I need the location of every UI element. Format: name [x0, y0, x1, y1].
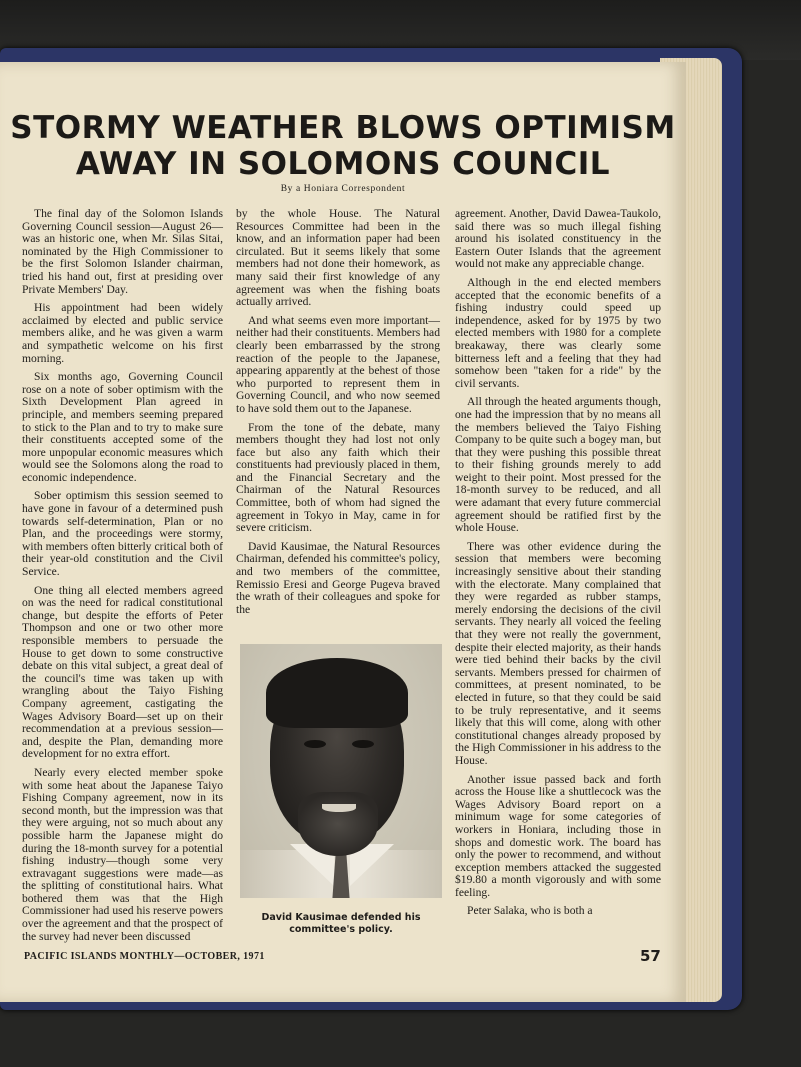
photo-caption: David Kausimae defended his committee's policy.: [261, 912, 421, 935]
magazine-page: [0, 62, 686, 1002]
paragraph: From the tone of the debate, many members thought they had lost not only face but also any faith which their constituents had previously placed in them, and the Financial Secretary and the Chairman of the Natural Resources Committee, both of whom had signed the agreement in Tokyo in May, came in for severe criticism.: [236, 420, 440, 535]
column-2: [236, 208, 440, 622]
headline: [0, 110, 686, 182]
headline-line-2: AWAY IN SOLOMONS COUNCIL: [75, 146, 611, 182]
portrait-photo: [240, 644, 442, 898]
paragraph: There was other evidence during the session that members were becoming increasingly sensitive about their standing with the electorate. Many complained that they were regarded as rubber stamps, merely endorsing the decisions of the civil servants. They nearly all voiced the feeling that they were not really the government, despite their elected majority, as their hands were tied behind their backs by the civil servants. Members pressed for chairmen of committees, at present nominated, to be elected in future, so that they could be said to be truly representative, and it seems likely that this will come, along with other constitutional changes already proposed by the High Commissioner in his address to the House.: [455, 539, 661, 767]
paragraph: And what seems even more important—neither had their constituents. Members had clearly been embarrassed by the strong reaction of the people to the Japanese, appearing apparently at the behest of those who purported to represent them in Governing Council, and who now seemed to have sold them out to the Japanese.: [236, 313, 440, 415]
column-1: [22, 208, 223, 949]
paragraph: Although in the end elected members accepted that the economic benefits of a fishing industry could speed up independence, asked for by 1975 by two elected members with 1980 for a complete breakaway, there was clearly some bitterness left and a feeling that they had somehow been "taken for a ride" by the civil servants.: [455, 275, 661, 390]
photo-beard: [298, 792, 378, 856]
paragraph: All through the heated arguments though, one had the impression that by no means all the members believed the Taiyo Fishing Company to be quite such a bogey man, but that they were pushing this possible threat to their fishing grounds merely to add weight to their point. Most pressed for the 18-month survey to be reduced, and all were adamant that every future commercial agreement should be ratified first by the whole House.: [455, 395, 661, 535]
paragraph: David Kausimae, the Natural Resources Chairman, defended his committee's policy, and two members of the committee, Remissio Eresi and George Pugeva braved the wrath of their colleagues and spoke for the: [236, 539, 440, 616]
paragraph: Sober optimism this session seemed to have gone in favour of a determined push towards self-determination, Plan or no Plan, and the proceedings were stormy, with members often bitterly critical both of their year-old constitution and the Civil Service.: [22, 489, 223, 579]
column-3: [455, 208, 661, 924]
photo-hair: [266, 658, 408, 728]
photo-eye-right: [352, 740, 374, 748]
paragraph: Six months ago, Governing Council rose on a note of sober optimism with the Sixth Development Plan agreed in principle, and members seeming prepared to stick to the Plan and to try to make sure their constituents accepted some of the more unpopular economic measures which would see the Solomons along the road to economic independence.: [22, 370, 223, 484]
footer-publication: PACIFIC ISLANDS MONTHLY—OCTOBER, 1971: [24, 951, 265, 962]
paragraph: Nearly every elected member spoke with some heat about the Japanese Taiyo Fishing Company agreement, now in its second month, but the impression was that they were arguing, not so much about any possible harm the Japanese might do during the 18-month survey for a potential fishing industry—though some very extravagant suggestions were made—as the splitting of constitutional hairs. What bothered them was that the High Commissioner had used his reserve powers over the agreement and that the prospect of the survey had never been discussed: [22, 765, 223, 943]
paragraph: Another issue passed back and forth across the House like a shuttlecock was the Wages Advisory Board report on a minimum wage for some categories of workers in Honiara, including those in shops and domestic work. The board has only the power to recommend, and without exception members attacked the suggested $19.80 a month vigorously and with some feeling.: [455, 772, 661, 899]
photo-eye-left: [304, 740, 326, 748]
headline-line-1: STORMY WEATHER BLOWS OPTIMISM: [10, 110, 676, 146]
paragraph: by the whole House. The Natural Resources Committee had been in the know, and an information paper had been circulated. But it seems likely that some members had not done their homework, as many said their first knowledge of any agreement was when the fishing boats actually arrived.: [236, 207, 440, 309]
paragraph: His appointment had been widely acclaimed by elected and public service members alike, and he was given a warm and sympathetic welcome on his first morning.: [22, 301, 223, 365]
photo-mouth: [322, 804, 356, 812]
paragraph: One thing all elected members agreed on was the need for radical constitutional change, but despite the efforts of Peter Thompson and one or two other more responsible members to persuade the House to get down to some constructive debate on this vital subject, a great deal of the council's time was taken up with wrangling about the Taiyo Fishing Company agreement, castigating the Wages Advisory Board—set up on their recommendation at a previous session—and, despite the Plan, demanding more development for no extra effort.: [22, 583, 223, 761]
paragraph: The final day of the Solomon Islands Governing Council session—August 26—was an historic one, when Mr. Silas Sitai, nominated by the High Commissioner to be the first Solomon Islander chairman, tried his hand out, first at presiding over Private Members' Day.: [22, 207, 223, 296]
paragraph: Peter Salaka, who is both a: [467, 904, 593, 918]
page-number: 57: [640, 947, 661, 965]
paragraph: agreement. Another, David Dawea-Taukolo, said there was so much illegal fishing around his isolated constituency in the Eastern Outer Islands that the agreement would not make any appreciable change.: [455, 207, 661, 271]
byline: By a Honiara Correspondent: [280, 184, 406, 194]
